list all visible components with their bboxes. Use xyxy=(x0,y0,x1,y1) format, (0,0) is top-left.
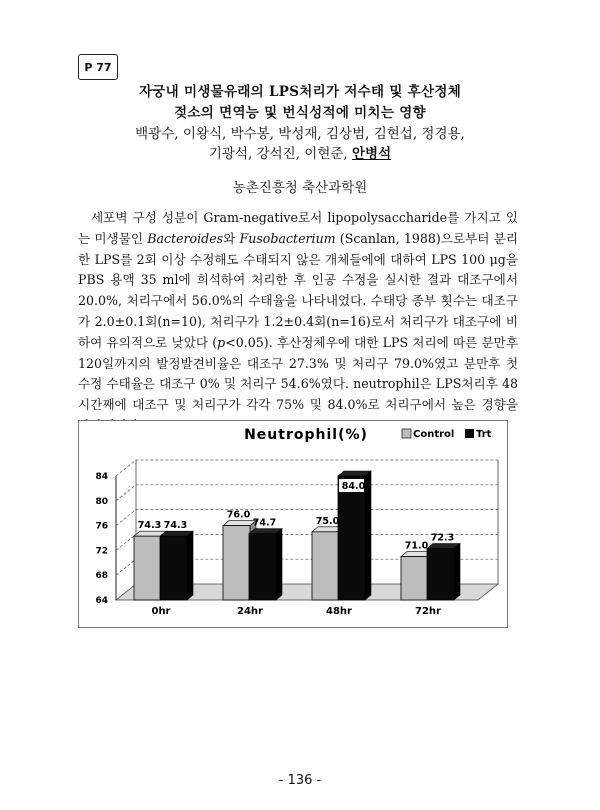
legend-label-trt: Trt xyxy=(476,429,492,440)
bar-top-control xyxy=(223,521,256,526)
title-line-1: 자궁내 미생물유래의 LPS처리가 저수태 및 후산정체 xyxy=(138,84,462,100)
x-tick-label: 24hr xyxy=(237,606,263,617)
presentation-number-badge: P 77 xyxy=(78,54,118,80)
y-tick-label: 68 xyxy=(95,571,108,582)
bar-side-trt xyxy=(276,529,282,600)
authors-line-2 xyxy=(60,142,540,162)
authors-line-1: 백광수, 이왕식, 박수봉, 박성재, 김상범, 김현섭, 정경용, xyxy=(135,126,465,142)
abstract-text-4: <0.05). 후산정체우에 대한 LPS 처리에 따른 분만후 120일까지의 발정발견비율은 대조구 27.3% 및 처리구 79.0%였고 분만후 첫수정 수태율은 대조구 0% 및 처리구 54.6%였다. neutrophil은 LPS처리후 48시간째에 대조구 및 처리구가 각각 75% 및 84.0%로 처리구에서 높은 경향을 xyxy=(78,334,518,413)
data-label: 76.0 xyxy=(226,509,251,521)
bar-top-trt xyxy=(427,544,460,549)
data-label: 75.0 xyxy=(315,515,340,527)
data-label: 71.0 xyxy=(404,540,429,552)
bar-control xyxy=(401,557,428,600)
bar-side-trt xyxy=(365,471,371,600)
page-number: - 136 - xyxy=(278,773,322,788)
p-value-symbol: p xyxy=(217,334,226,350)
x-tick-label: 48hr xyxy=(326,606,352,617)
bar-trt xyxy=(160,536,187,600)
y-tick-label: 80 xyxy=(95,496,108,507)
bar-trt xyxy=(249,534,276,600)
data-label: 74.3 xyxy=(163,520,188,532)
y-tick-label: 76 xyxy=(95,521,108,532)
bar-trt xyxy=(338,476,365,600)
bar-trt xyxy=(427,549,454,600)
bar-top-trt xyxy=(249,529,282,534)
neutrophil-chart xyxy=(78,420,508,628)
y-tick-label: 84 xyxy=(95,472,108,482)
bar-control xyxy=(223,526,250,600)
x-tick-label: 72hr xyxy=(415,606,441,617)
genus-fusobacterium: Fusobacterium xyxy=(239,230,336,246)
abstract-text-1: 세포벽 구성 성분이 Gram-negative로서 lipopolysaccharide를 가지고 있는 미생물인 xyxy=(78,210,518,246)
data-label: 74.3 xyxy=(137,520,162,532)
bar-control xyxy=(134,536,161,600)
abstract-text-2: 와 xyxy=(223,230,240,246)
x-tick-label: 0hr xyxy=(151,606,171,617)
bar-top-trt xyxy=(338,471,371,476)
legend-swatch-trt xyxy=(465,429,474,438)
chart-legend xyxy=(402,429,492,440)
presenting-author: 안병석 xyxy=(352,146,392,162)
authors-line-2-prefix: 기광석, 강석진, 이현준, xyxy=(208,146,352,162)
data-label: 72.3 xyxy=(430,532,455,544)
bar-side-trt xyxy=(187,531,193,600)
y-tick-label: 72 xyxy=(95,546,108,557)
abstract-body xyxy=(78,208,518,437)
data-label: 84.0 xyxy=(341,481,366,492)
abstract-text-3: (Scanlan, 1988)으로부터 분리한 LPS를 2회 이상 수정해도 수태되지 않은 개체들에에 대하여 LPS 100 μg을 PBS 용액 35 ml에 희석하여 처리한 후 인공 수정을 실시한 결과 대조구에서 20.0%, 처리구에서 56.0%의 수태율을 나타내었다. 수태당 종부 횟수는 대조구가 2.0±0.1회(n=10), 처리구가 1.2±0.4회(n=16)로서 처리구가 대조구에 비하여 유의적으로 낮았다 ( xyxy=(78,230,518,350)
y-tick-label: 64 xyxy=(95,596,108,606)
legend-swatch-control xyxy=(402,429,411,438)
bar-top-trt xyxy=(160,531,193,536)
legend-label-control: Control xyxy=(413,429,455,440)
genus-bacteroides: Bacteroides xyxy=(147,230,224,246)
chart-title: Neutrophil(%) xyxy=(244,427,368,443)
affiliation: 농촌진흥청 축산과학원 xyxy=(232,180,368,196)
bar-control xyxy=(312,532,339,600)
bar-side-trt xyxy=(454,544,460,600)
data-label: 74.7 xyxy=(252,517,277,529)
title-line-2: 젖소의 면역능 및 번식성적에 미치는 영향 xyxy=(174,105,426,121)
abstract-paragraph xyxy=(78,208,518,437)
